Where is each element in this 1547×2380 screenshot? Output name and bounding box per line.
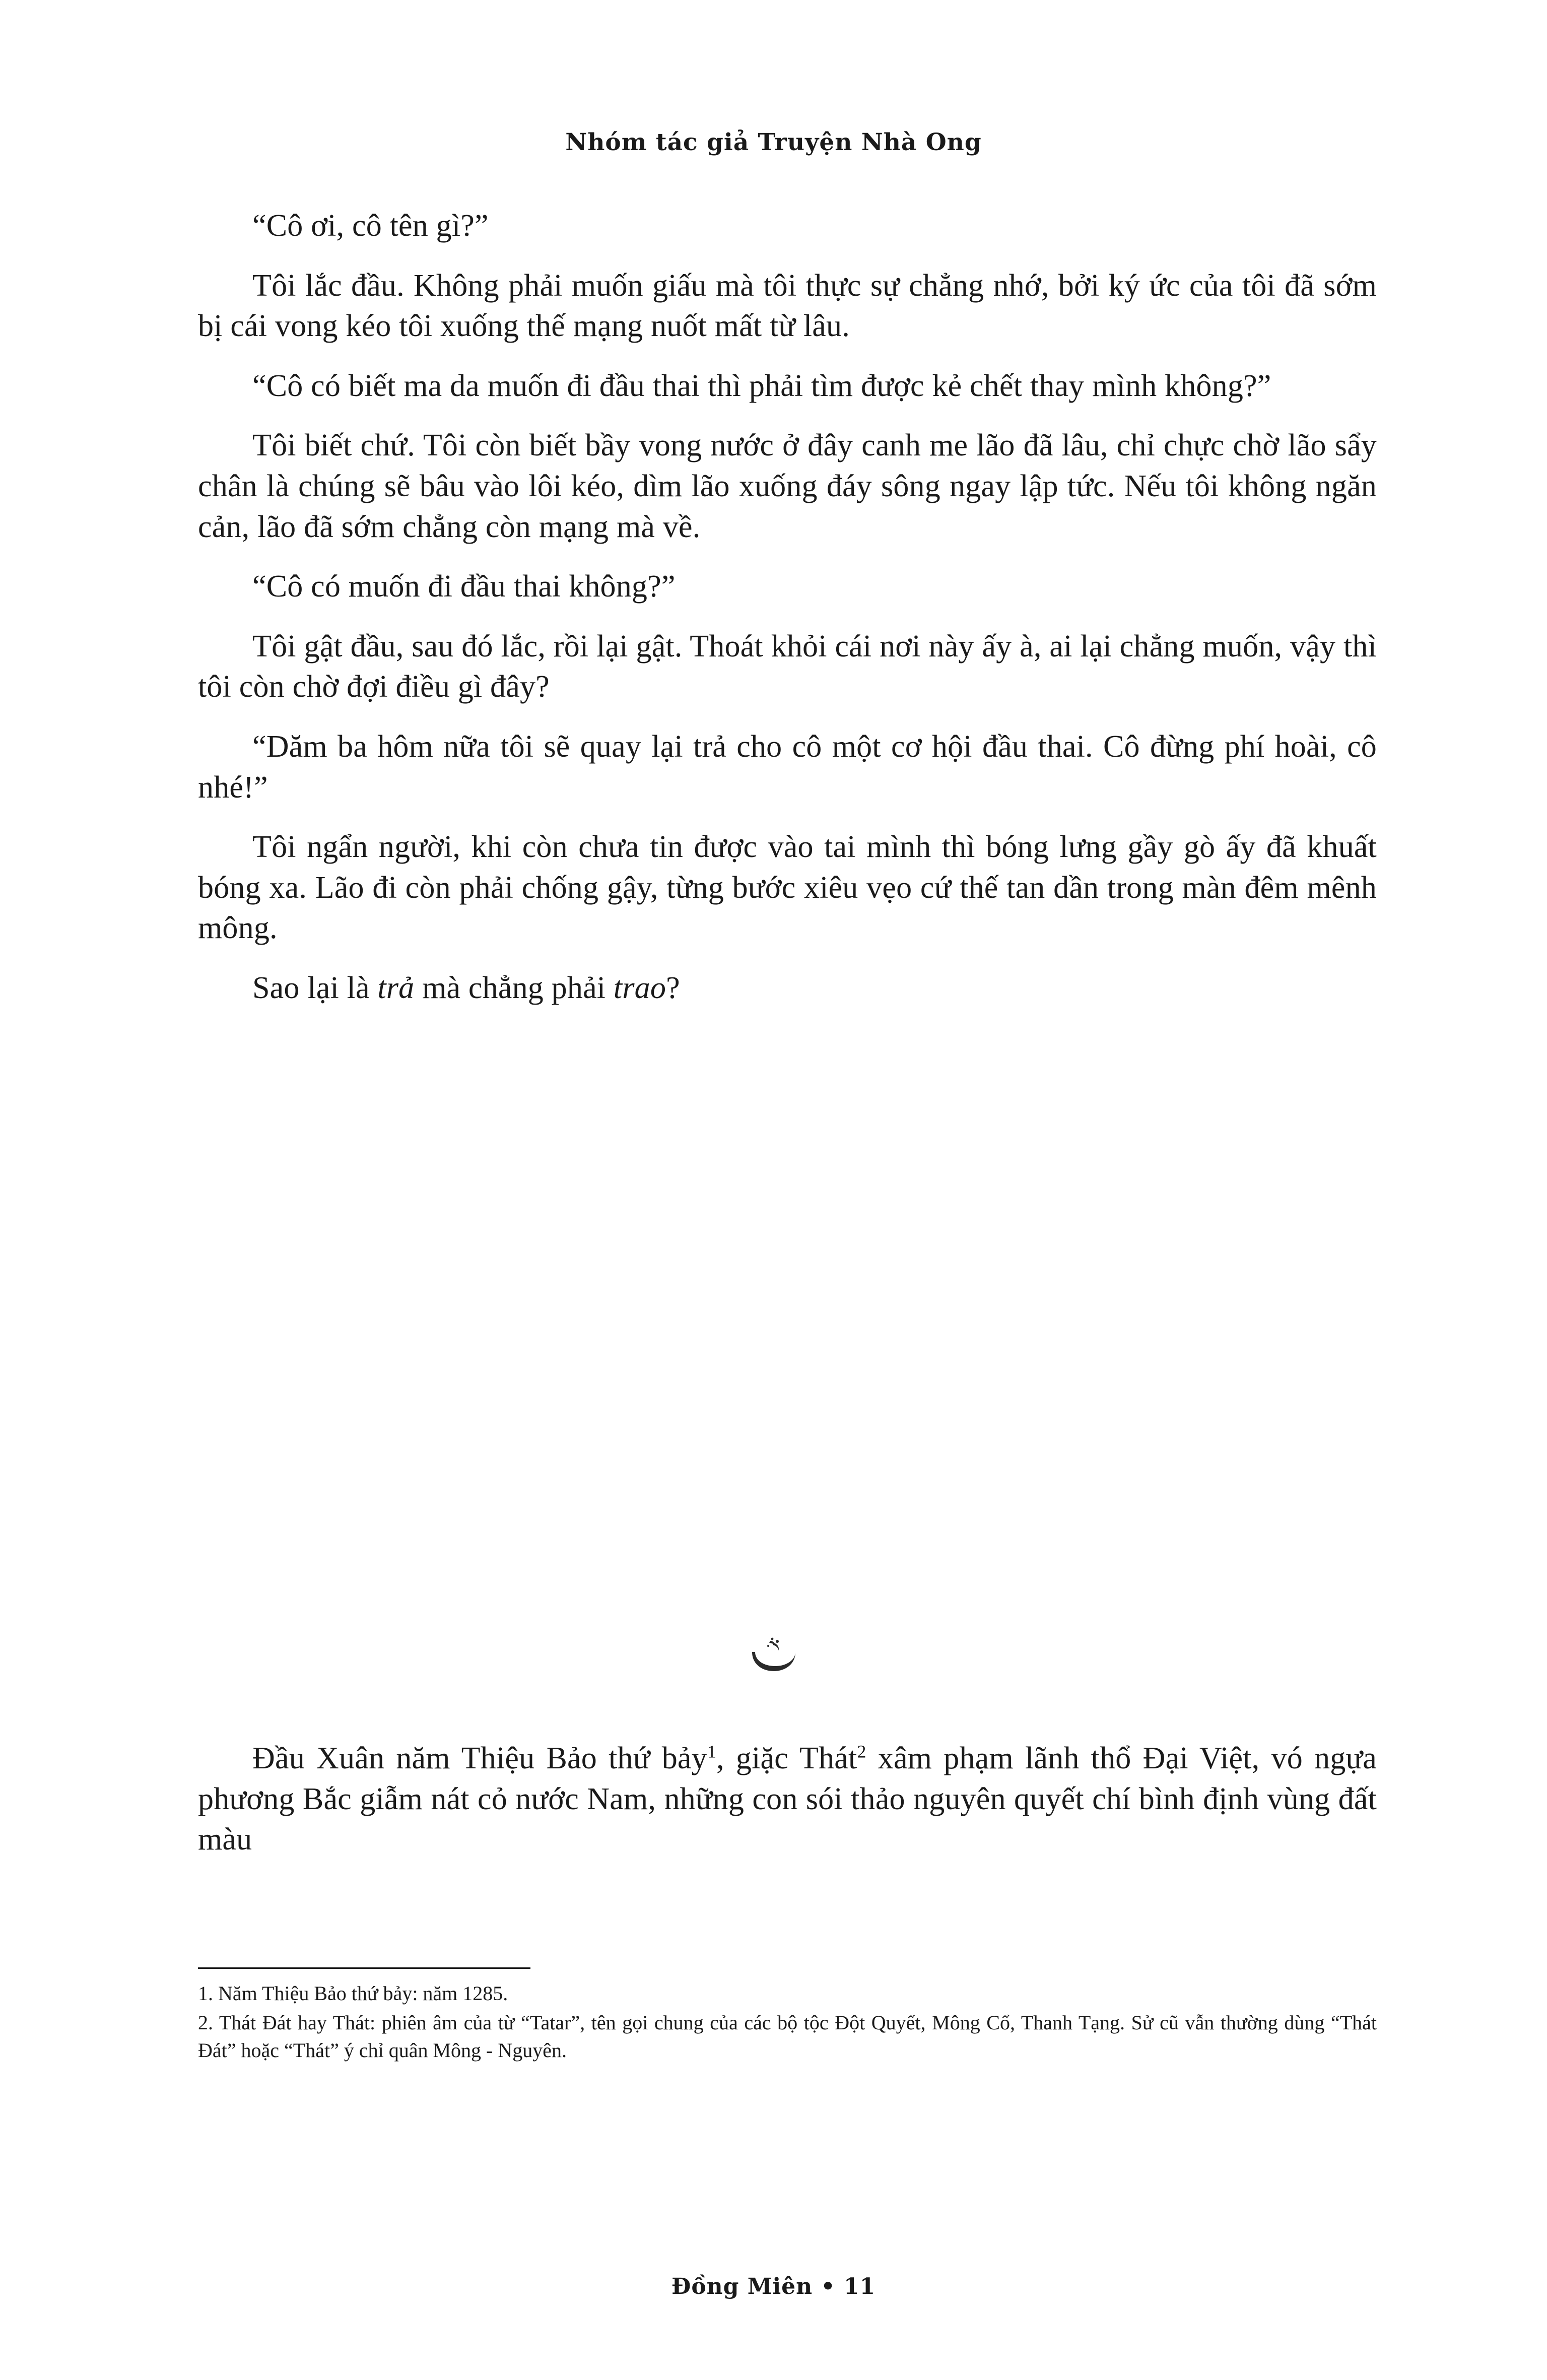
text-fragment: , giặc Thát — [716, 1741, 857, 1775]
page-footer-folio: Đồng Miên • 11 — [671, 2274, 876, 2299]
emphasis-word: trao — [613, 970, 666, 1005]
emphasis-word: trả — [377, 970, 415, 1005]
decorative-flourish-icon — [0, 1635, 1547, 1682]
text-fragment: ? — [666, 970, 680, 1005]
footnote-item: 2. Thát Đát hay Thát: phiên âm của từ “Tatar”, tên gọi chung của các bộ tộc Đột Quyết, Mông Cổ, Thanh Tạng. Sử cũ vẫn thường dùng “Thát Đát” hoặc “Thát” ý chỉ quân Mông - Nguyên. — [198, 2011, 1377, 2062]
tail-text-block — [198, 1738, 1377, 1860]
footnote-marker-2[interactable]: 2 — [857, 1741, 866, 1762]
footnote-item: 1. Năm Thiệu Bảo thứ bảy: năm 1285. — [198, 1982, 508, 2005]
paragraph: “Cô có biết ma da muốn đi đầu thai thì phải tìm được kẻ chết thay mình không?” — [252, 368, 1271, 403]
body-text-block — [198, 206, 1377, 1009]
footnote-divider — [198, 1967, 530, 1969]
text-fragment: xâm phạm lãnh thổ Đại Việt, vó ngựa phương Bắc giẫm nát cỏ nước Nam, những con sói thảo nguyên quyết chí bình định vùng đất màu — [198, 1741, 1377, 1857]
paragraph-italic — [198, 968, 1377, 1009]
paragraph: “Cô ơi, cô tên gì?” — [252, 209, 489, 243]
paragraph: “Cô có muốn đi đầu thai không?” — [252, 569, 676, 604]
paragraph: “Dăm ba hôm nữa tôi sẽ quay lại trả cho cô một cơ hội đầu thai. Cô đừng phí hoài, cô nhé!” — [198, 729, 1377, 805]
footnote-section — [198, 1967, 1377, 2066]
text-fragment: mà chẳng phải — [414, 970, 614, 1005]
paragraph-with-footnotes — [198, 1738, 1377, 1860]
text-fragment: Đầu Xuân năm Thiệu Bảo thứ bảy — [252, 1741, 707, 1775]
paragraph: Tôi ngẩn người, khi còn chưa tin được vào tai mình thì bóng lưng gầy gò ấy đã khuất bóng xa. Lão đi còn phải chống gậy, từng bước xiêu vẹo cứ thế tan dần trong màn đêm mênh mông. — [198, 830, 1377, 946]
paragraph: Tôi biết chứ. Tôi còn biết bầy vong nước ở đây canh me lão đã lâu, chỉ chực chờ lão sẩy chân là chúng sẽ bâu vào lôi kéo, dìm lão xuống đáy sông ngay lập tức. Nếu tôi không ngăn cản, lão đã sớm chẳng còn mạng mà về. — [198, 428, 1377, 544]
footnote-marker-1[interactable]: 1 — [707, 1741, 717, 1762]
paragraph: Tôi gật đầu, sau đó lắc, rồi lại gật. Thoát khỏi cái nơi này ấy à, ai lại chẳng muốn, vậy thì tôi còn chờ đợi điều gì đây? — [198, 629, 1377, 704]
paragraph: Tôi lắc đầu. Không phải muốn giấu mà tôi thực sự chẳng nhớ, bởi ký ức của tôi đã sớm bị cái vong kéo tôi xuống thế mạng nuốt mất từ lâu. — [198, 268, 1377, 344]
running-head: Nhóm tác giả Truyện Nhà Ong — [565, 128, 982, 156]
text-fragment: Sao lại là — [252, 970, 378, 1005]
